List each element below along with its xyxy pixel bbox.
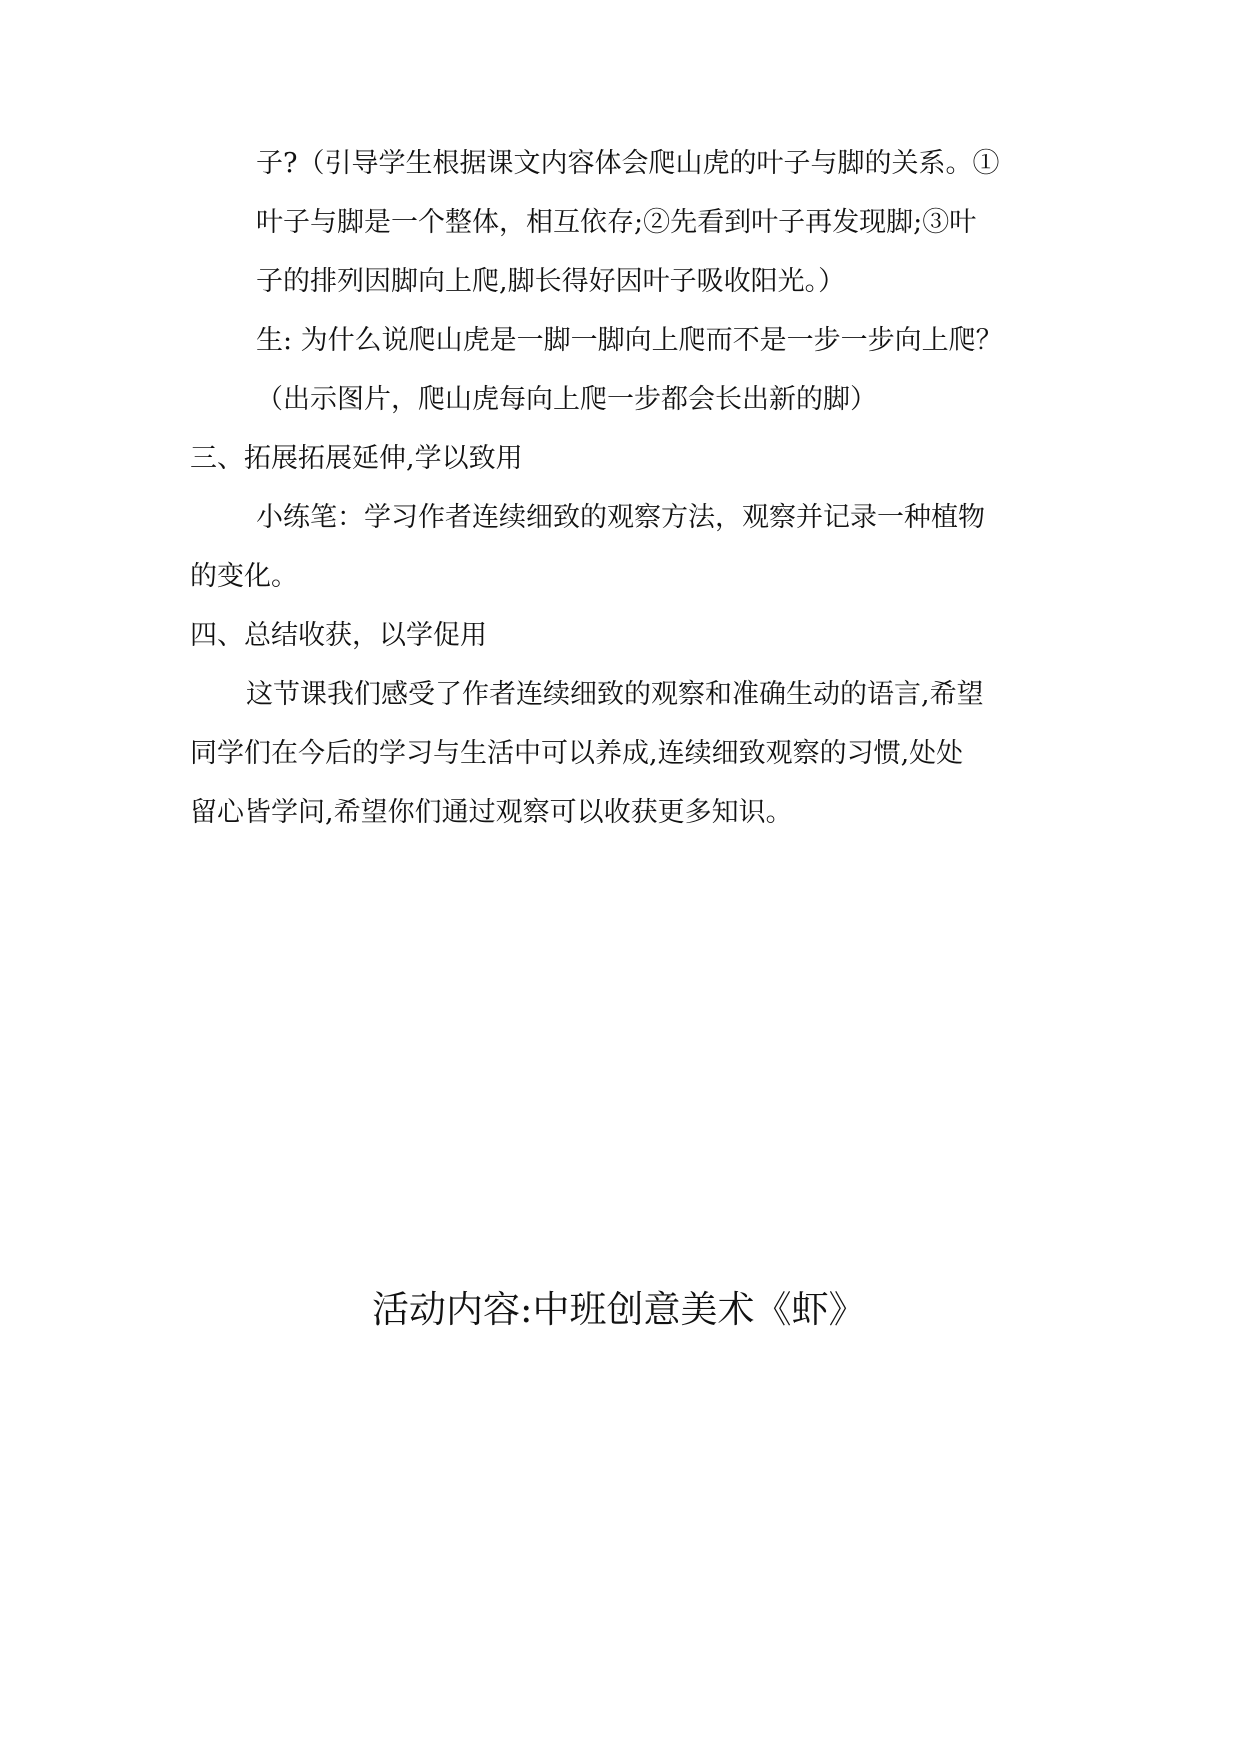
text-line-9: 同学们在今后的学习与生活中可以养成,连续细致观察的习惯,处处 — [190, 738, 964, 769]
text-line-5: （出示图片，爬山虎每向上爬一步都会长出新的脚） — [256, 384, 877, 415]
text-line-7: 的变化。 — [190, 561, 298, 592]
text-line-6: 小练笔：学习作者连续细致的观察方法，观察并记录一种植物 — [256, 502, 985, 533]
activity-heading: 活动内容:中班创意美术《虾》 — [372, 1288, 866, 1331]
text-line-4: 生: 为什么说爬山虎是一脚一脚向上爬而不是一步一步向上爬？ — [256, 325, 1003, 356]
section-heading-3: 三、拓展拓展延伸,学以致用 — [190, 443, 523, 474]
text-line-2: 叶子与脚是一个整体，相互依存;②先看到叶子再发现脚;③叶 — [256, 207, 977, 238]
text-line-3: 子的排列因脚向上爬,脚长得好因叶子吸收阳光。） — [256, 266, 846, 297]
section-heading-4: 四、总结收获，以学促用 — [190, 620, 487, 651]
text-line-10: 留心皆学问,希望你们通过观察可以收获更多知识。 — [190, 797, 793, 828]
text-line-1: 子?（引导学生根据课文内容体会爬山虎的叶子与脚的关系。① — [256, 148, 1000, 179]
text-line-8: 这节课我们感受了作者连续细致的观察和准确生动的语言,希望 — [246, 679, 984, 710]
